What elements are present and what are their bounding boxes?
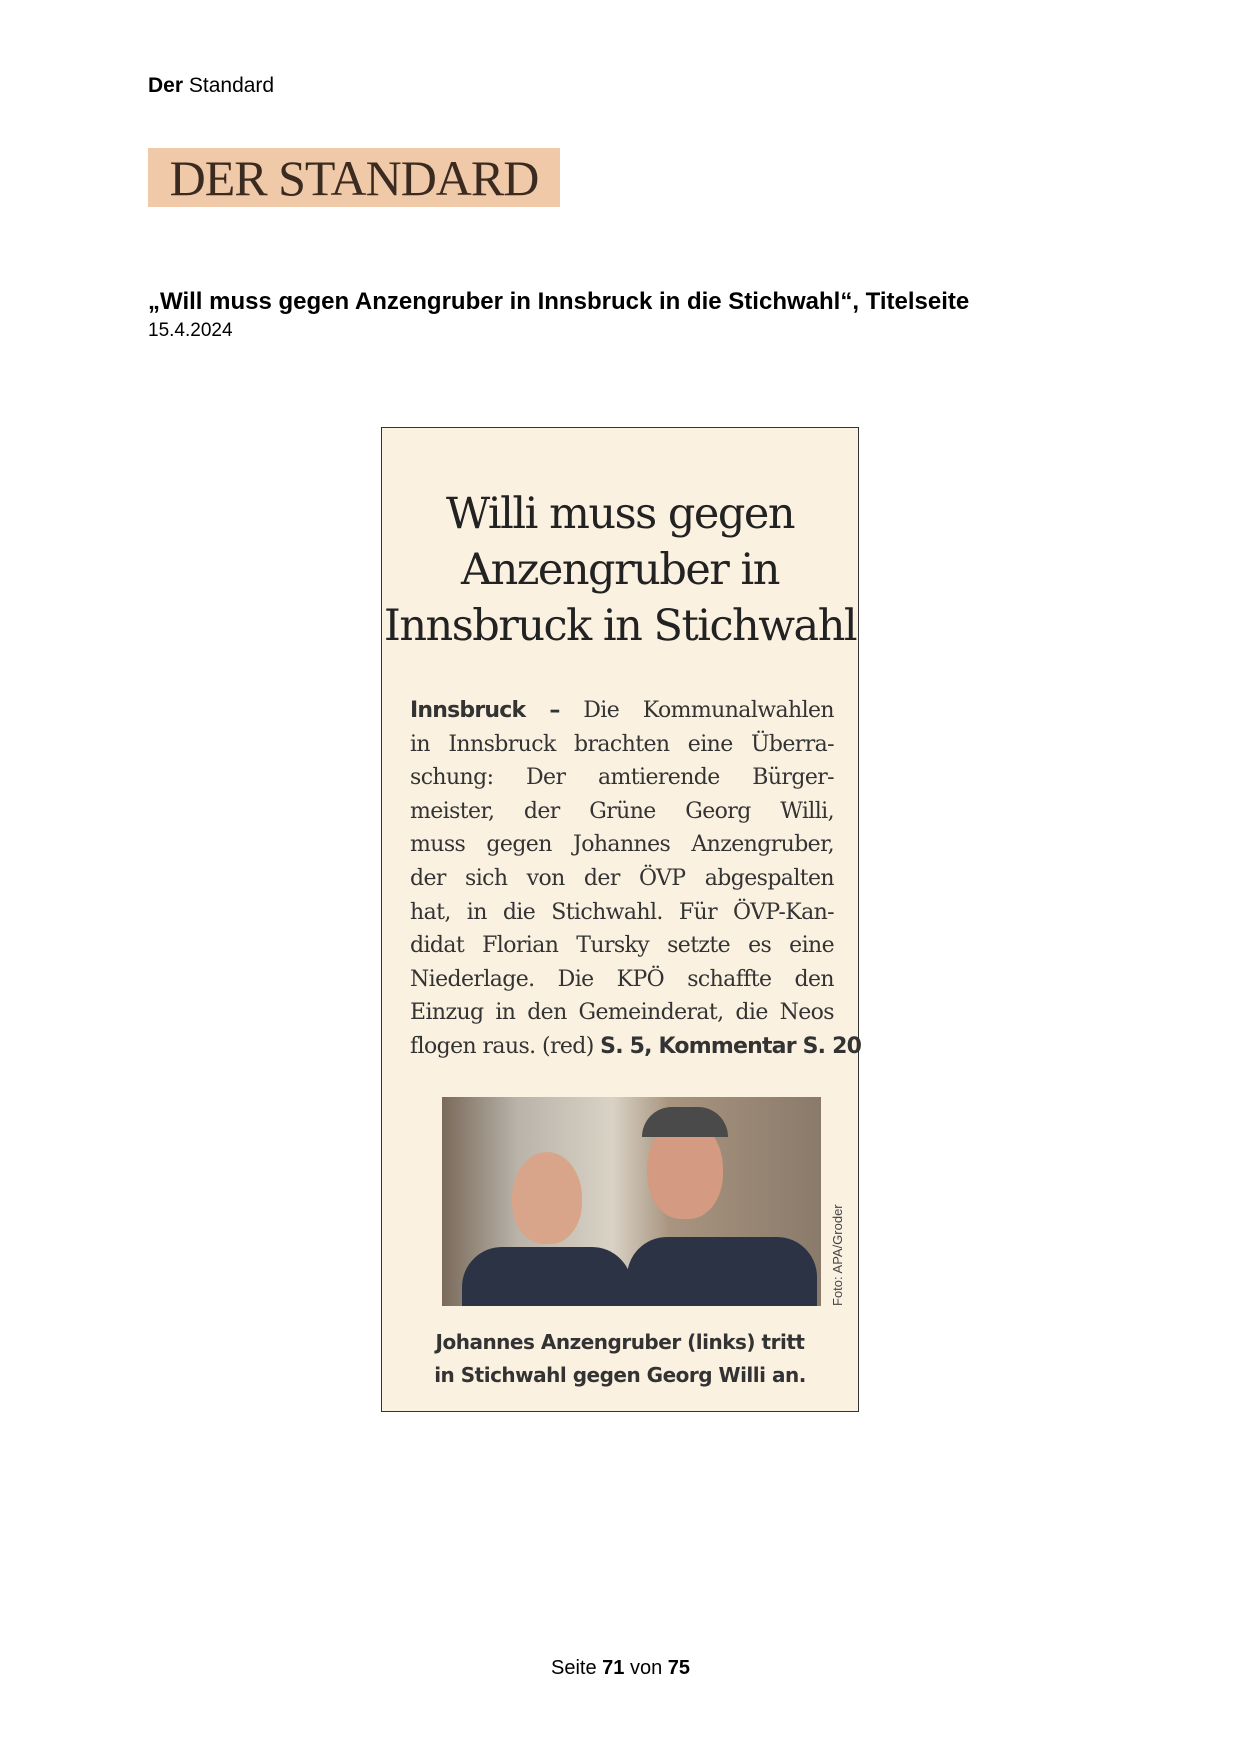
page-footer — [0, 1657, 1241, 1680]
body-line: Niederlage. Die KPÖ schaffte den — [410, 966, 834, 992]
body-line: hat, in die Stichwahl. Für ÖVP-Kan- — [410, 899, 834, 925]
footer-mid: von — [624, 1657, 668, 1679]
newspaper-clipping — [381, 427, 862, 1412]
clipping-title — [382, 486, 858, 654]
article-headline: „Will muss gegen Anzengruber in Innsbruck in die Stichwahl“, Titelseite — [148, 288, 970, 315]
body-line: muss gegen Johannes Anzengruber, — [410, 832, 834, 858]
photo-hair — [642, 1107, 728, 1137]
page-reference: S. 5, Kommentar S. 20 — [600, 1033, 862, 1059]
source-rest: Standard — [188, 74, 275, 97]
source-label — [148, 74, 274, 98]
body-line — [410, 1030, 862, 1064]
title-line: Innsbruck in Stichwahl — [383, 601, 857, 651]
body-line: didat Florian Tursky setzte es eine — [410, 933, 834, 959]
newspaper-logo — [148, 148, 560, 207]
page-number: 71 — [602, 1657, 625, 1679]
body-text: Die Kommunalwahlen — [583, 698, 834, 723]
body-line: Einzug in den Gemeinderat, die Neos — [410, 1000, 834, 1026]
photo-face — [512, 1152, 582, 1244]
body-line: meister, der Grüne Georg Willi, — [410, 798, 834, 824]
article-date: 15.4.2024 — [148, 320, 233, 341]
footer-prefix: Seite — [550, 1657, 603, 1679]
body-line: der sich von der ÖVP abgespalten — [410, 865, 834, 891]
dateline: Innsbruck – — [410, 698, 560, 723]
caption-line: in Stichwahl gegen Georg Willi an. — [434, 1363, 806, 1387]
photo-credit: Foto: APA/Groder — [830, 1204, 845, 1306]
caption-line: Johannes Anzengruber (links) tritt — [435, 1330, 805, 1354]
body-line — [410, 694, 834, 728]
logo-text: DER STANDARD — [169, 149, 539, 206]
title-line: Willi muss gegen — [445, 489, 795, 539]
page-total: 75 — [667, 1657, 690, 1679]
title-line: Anzengruber in — [461, 545, 779, 595]
body-line: in Innsbruck brachten eine Überra- — [410, 731, 834, 757]
photo-two-men — [442, 1097, 821, 1306]
photo-figure — [627, 1237, 817, 1306]
body-text: flogen raus. (red) — [410, 1033, 601, 1059]
source-bold: Der — [148, 74, 184, 97]
clipping-body — [410, 694, 862, 1064]
body-line: schung: Der amtierende Bürger- — [410, 765, 834, 791]
photo-figure — [462, 1247, 632, 1306]
photo-caption — [382, 1326, 858, 1392]
